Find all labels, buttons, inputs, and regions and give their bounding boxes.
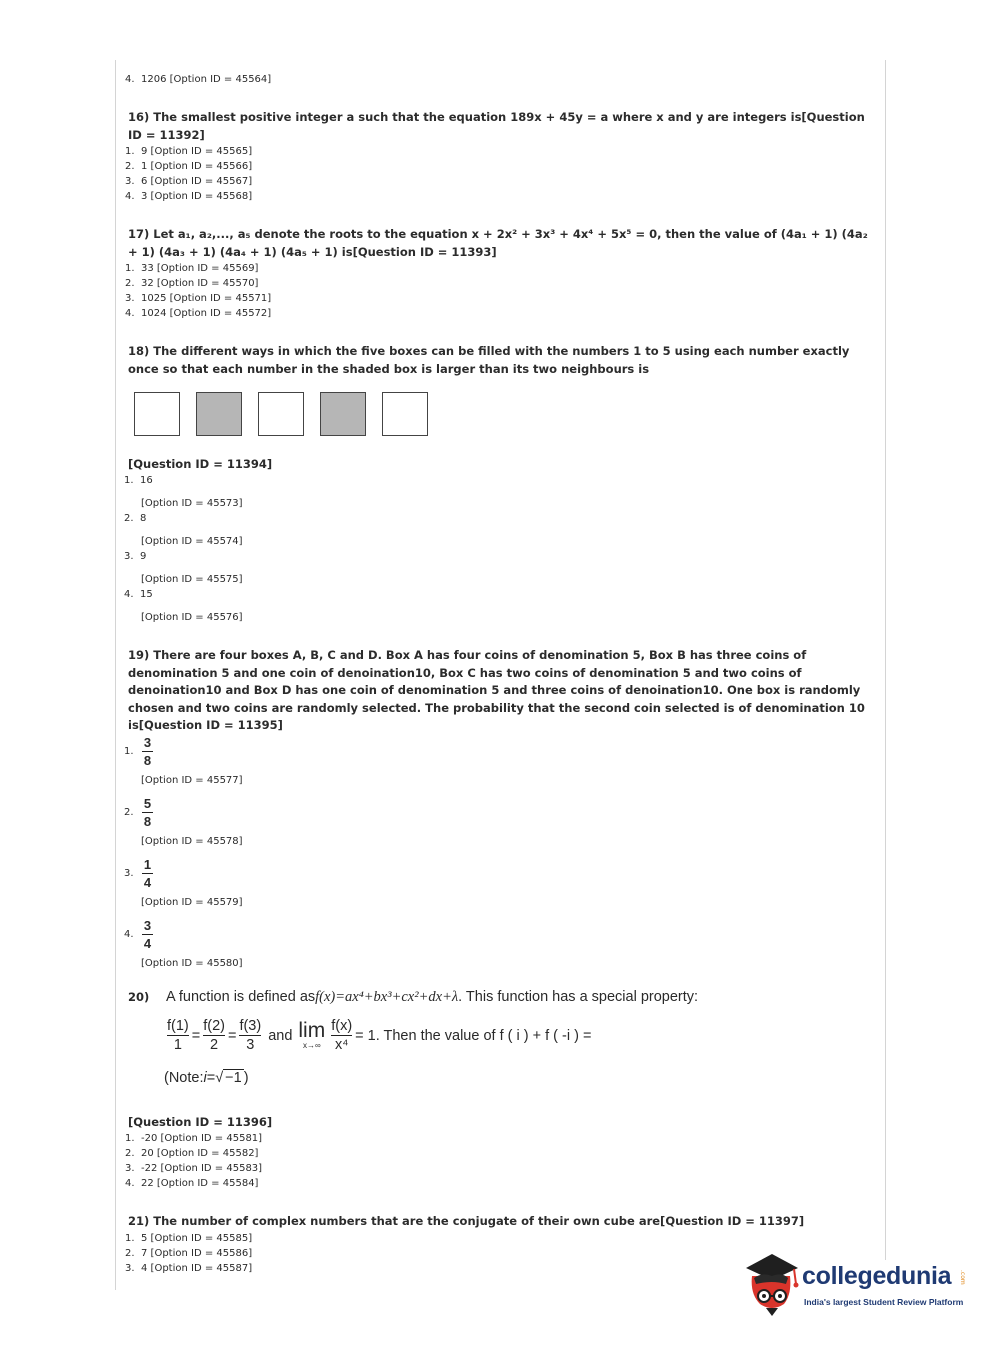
option: 2. 20 [Option ID = 45582] [125, 1148, 259, 1160]
option: 2. $\frac{5}{8}$ [Option ID = 45578] [124, 795, 243, 847]
fraction: $\frac{1}{4}$ [143, 856, 152, 891]
question-id: [Question ID = 11394] [128, 457, 273, 471]
option: 2. 1 [Option ID = 45566] [125, 161, 253, 172]
option: 2. 7 [Option ID = 45586] [125, 1247, 253, 1259]
fraction: $\frac{3}{4}$ [143, 918, 152, 952]
collegedunia-logo [742, 1250, 972, 1322]
option: 3. 1025 [Option ID = 45571] [125, 293, 272, 304]
option: 4. 3 [Option ID = 45568] [125, 191, 253, 202]
shaded-box [320, 392, 366, 436]
option: 4. $\frac{3}{4}$ [Option ID = 45580] [124, 918, 243, 970]
fraction: $\frac{5}{8}$ [143, 795, 152, 829]
question-18: 18) The different ways in which the five boxes can be filled with the numbers 1 to 5 using each number exactly once so that each number in the shaded box is larger than its two neighbours is [128, 344, 850, 376]
property-equation: f(1) 1 = f(2) 2 = f(3) 3 and lim x→∞ f(x) x⁴ = 1. Then the value of f ( i ) + f ( -i ) = [167, 1018, 592, 1054]
empty-box [134, 392, 180, 436]
option: 3. 9 [Option ID = 45575] [124, 551, 243, 585]
empty-box [382, 392, 428, 436]
option: 1. -20 [Option ID = 45581] [125, 1133, 263, 1145]
question-17: 17) Let a₁, a₂,..., a₅ denote the roots to the equation x + 2x² + 3x³ + 4x⁴ + 5x⁵ = 0, then the value of (4a₁ + 1) (4a₂ + 1) (4a₃ + 1) (4a₄ + 1) (4a₅ + 1) is[Question ID = 11393] [128, 227, 868, 259]
option: 4. 15 [Option ID = 45576] [124, 589, 243, 623]
option: 3. -22 [Option ID = 45583] [125, 1163, 263, 1175]
mascot-icon [742, 1250, 804, 1320]
brand-name: collegedunia [802, 1262, 952, 1290]
option: 2. 8 [Option ID = 45574] [124, 513, 243, 547]
five-boxes-figure [134, 392, 874, 436]
option: 4. 1024 [Option ID = 45572] [125, 308, 272, 319]
shaded-box [196, 392, 242, 436]
question-16: 16) The smallest positive integer a such that the equation 189x + 45y = a where x and y are integers is[Question ID = 11392] [128, 110, 865, 142]
page-border-left [115, 60, 116, 1290]
option: 1. 5 [Option ID = 45585] [125, 1232, 253, 1244]
document-content [124, 72, 874, 1276]
brand-suffix: .com [959, 1270, 966, 1285]
option: 1. 16 [Option ID = 45573] [124, 475, 243, 509]
option: 1. 33 [Option ID = 45569] [125, 263, 259, 274]
option: 3. $\frac{1}{4}$ [Option ID = 45579] [124, 856, 243, 909]
fraction: $\frac{3}{8}$ [143, 734, 152, 768]
option: 2. 32 [Option ID = 45570] [125, 278, 259, 289]
option: 1. $\frac{3}{8}$ [Option ID = 45577] [124, 734, 243, 786]
brand-tagline: India's largest Student Review Platform [804, 1297, 964, 1307]
option: 4. 22 [Option ID = 45584] [125, 1178, 259, 1190]
note: (Note: i = √ −1 ) [164, 1069, 249, 1087]
question-id: [Question ID = 11396] [128, 1115, 273, 1130]
question-21: 21) The number of complex numbers that are the conjugate of their own cube are[Question ID = 11397] [128, 1214, 805, 1229]
empty-box [258, 392, 304, 436]
question-19: 19) There are four boxes A, B, C and D. Box A has four coins of denomination 5, Box B has three coins of denomination 5 and one coin of denoination10, Box C has two coins of denomination 5 and two coins of denoination10 and Box D has one coin of denomination 5 and three coins of denoination10. One box is randomly chosen and two coins are randomly selected. The probability that the second coin selected is of denomination 10 is[Question ID = 11395] [128, 648, 865, 732]
option: 4. 1206 [Option ID = 45564] [125, 74, 272, 85]
question-20: 20) A function is defined as f(x)=ax⁴+bx³+cx²+dx+λ . This function has a special property: f(1) 1 = f(2) 2 = f(3) 3 and lim x→∞ f(x) x⁴ = 1. Then the value of f ( i ) + f ( -i ) = (Note: i = √ −1 ) [124, 989, 874, 1086]
page-border-right [885, 60, 886, 1260]
option: 3. 4 [Option ID = 45587] [125, 1262, 253, 1274]
option: 1. 9 [Option ID = 45565] [125, 146, 253, 157]
option: 3. 6 [Option ID = 45567] [125, 176, 253, 187]
